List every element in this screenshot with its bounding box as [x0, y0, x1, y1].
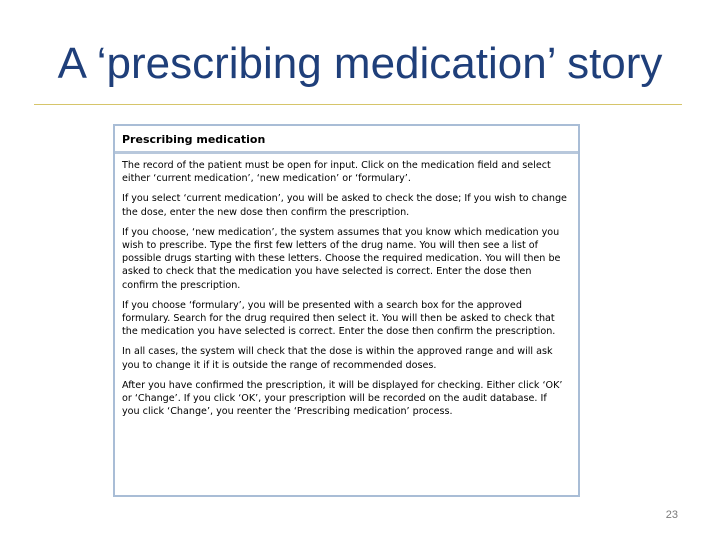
story-paragraph-confirmation: After you have confirmed the prescription, it will be displayed for checking. Either click ‘OK’ or ‘Change’. If you click ‘OK’, your prescription will be recorded on the audit database. If you click ‘Change’, you reenter the ‘Prescribing medication’ process.: [122, 379, 563, 418]
story-paragraph-new-medication: If you choose, ‘new medication’, the system assumes that you know which medication you wish to prescribe. Type the first few letters of the drug name. You will then see a list of possible drugs starting with these letters. Choose the required medication. You will then be asked to check that the medication you have selected is correct. Enter the dose then confirm the prescription.: [122, 226, 561, 291]
story-header: [115, 126, 578, 154]
story-paragraph-formulary: If you choose ‘formulary’, you will be presented with a search box for the approved formulary. Search for the drug required then select it. You will then be asked to check that the medication you have selected is correct. Enter the dose then confirm the prescription.: [122, 299, 556, 338]
story-paragraph-dose-check: In all cases, the system will check that the dose is within the approved range and will ask you to change it if it is outside the range of recommended doses.: [122, 346, 553, 371]
story-paragraph-select-field: The record of the patient must be open for input. Click on the medication field and select either ‘current medication’, ‘new medication’ or ‘formulary’.: [122, 160, 551, 185]
page-number: 23: [665, 509, 678, 521]
story-paragraph-current-medication: If you select ‘current medication’, you will be asked to check the dose; If you wish to change the dose, enter the new dose then confirm the prescription.: [122, 193, 567, 218]
story-box: [113, 124, 580, 497]
story-body: [122, 159, 567, 425]
story-heading: Prescribing medication: [122, 133, 266, 146]
slide-title: A ‘prescribing medication’ story: [57, 39, 663, 88]
title-divider: [34, 104, 682, 105]
